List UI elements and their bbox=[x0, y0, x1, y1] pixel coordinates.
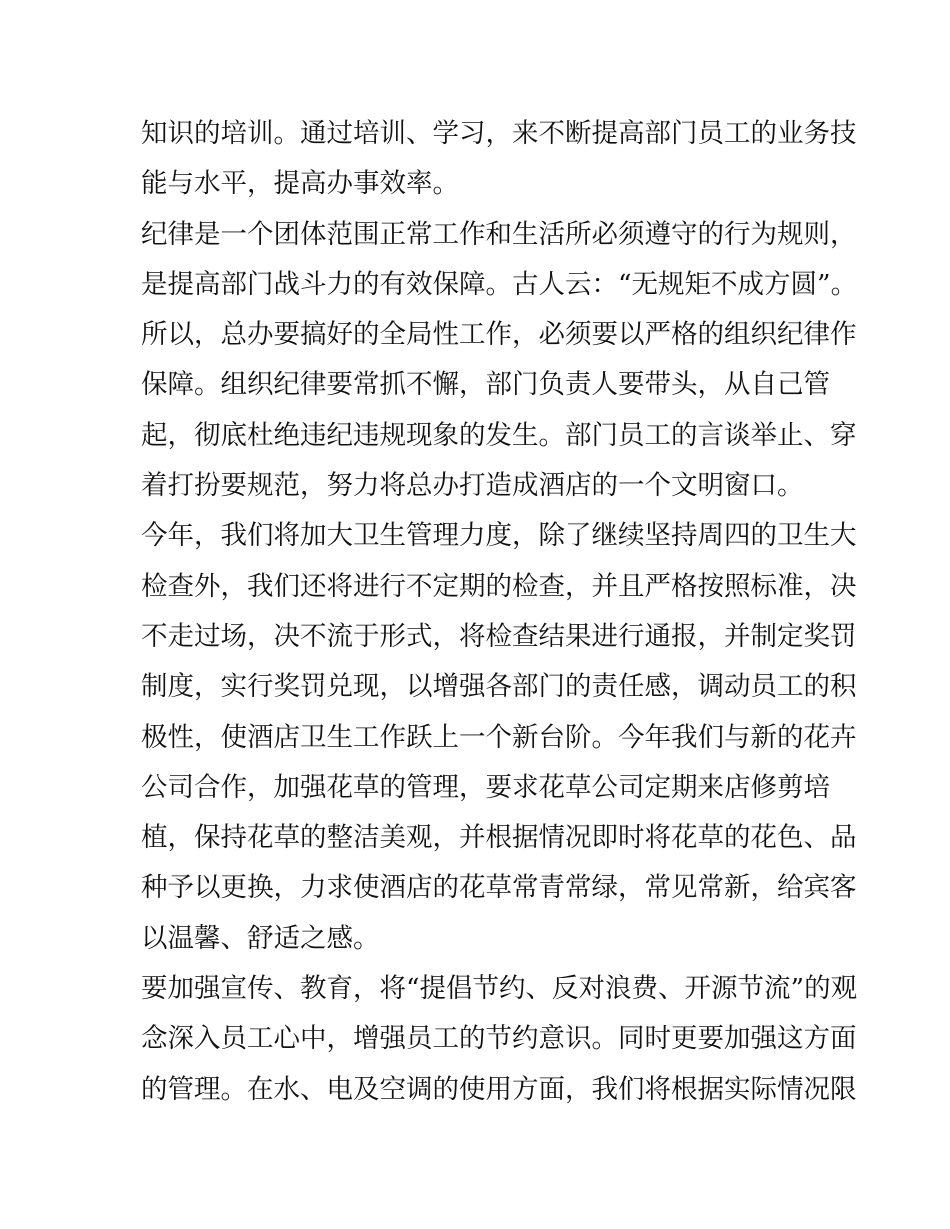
text-line: 起，彻底杜绝违纪违规现象的发生。部门员工的言谈举止、穿 bbox=[141, 419, 857, 451]
text-line: 保障。组织纪律要常抓不懈，部门负责人要带头，从自己管 bbox=[141, 369, 830, 401]
text-line: 知识的培训。通过培训、学习，来不断提高部门员工的业务技 bbox=[141, 118, 857, 149]
text-line: 公司合作，加强花草的管理，要求花草公司定期来店修剪培 bbox=[141, 771, 830, 803]
text-line: 纪律是一个团体范围正常工作和生活所必须遵守的行为规则， bbox=[141, 218, 857, 250]
text-line: 能与水平，提高办事效率。 bbox=[141, 168, 459, 200]
document-body bbox=[141, 109, 858, 1115]
text-line: 不走过场，决不流于形式，将检查结果进行通报，并制定奖罚 bbox=[141, 620, 857, 652]
text-line: 是提高部门战斗力的有效保障。古人云：“无规矩不成方圆”。 bbox=[141, 268, 858, 300]
text-line: 今年，我们将加大卫生管理力度，除了继续坚持周四的卫生大 bbox=[141, 520, 857, 552]
text-line: 念深入员工心中，增强员工的节约意识。同时更要加强这方面 bbox=[141, 1023, 857, 1055]
text-line: 制度，实行奖罚兑现，以增强各部门的责任感，调动员工的积 bbox=[141, 671, 857, 703]
text-line: 着打扮要规范，努力将总办打造成酒店的一个文明窗口。 bbox=[141, 470, 804, 502]
text-line: 极性，使酒店卫生工作跃上一个新台阶。今年我们与新的花卉 bbox=[141, 721, 857, 753]
text-line: 种予以更换，力求使酒店的花草常青常绿，常见常新，给宾客 bbox=[141, 872, 857, 904]
text-line: 的管理。在水、电及空调的使用方面，我们将根据实际情况限 bbox=[141, 1073, 857, 1105]
text-line: 植，保持花草的整洁美观，并根据情况即时将花草的花色、品 bbox=[141, 822, 857, 854]
text-line: 以温馨、舒适之感。 bbox=[141, 922, 380, 954]
text-line: 检查外，我们还将进行不定期的检查，并且严格按照标准，决 bbox=[141, 570, 857, 602]
text-line: 要加强宣传、教育，将“提倡节约、反对浪费、开源节流”的观 bbox=[141, 973, 858, 1005]
text-line: 所以，总办要搞好的全局性工作，必须要以严格的组织纪律作 bbox=[141, 319, 857, 351]
